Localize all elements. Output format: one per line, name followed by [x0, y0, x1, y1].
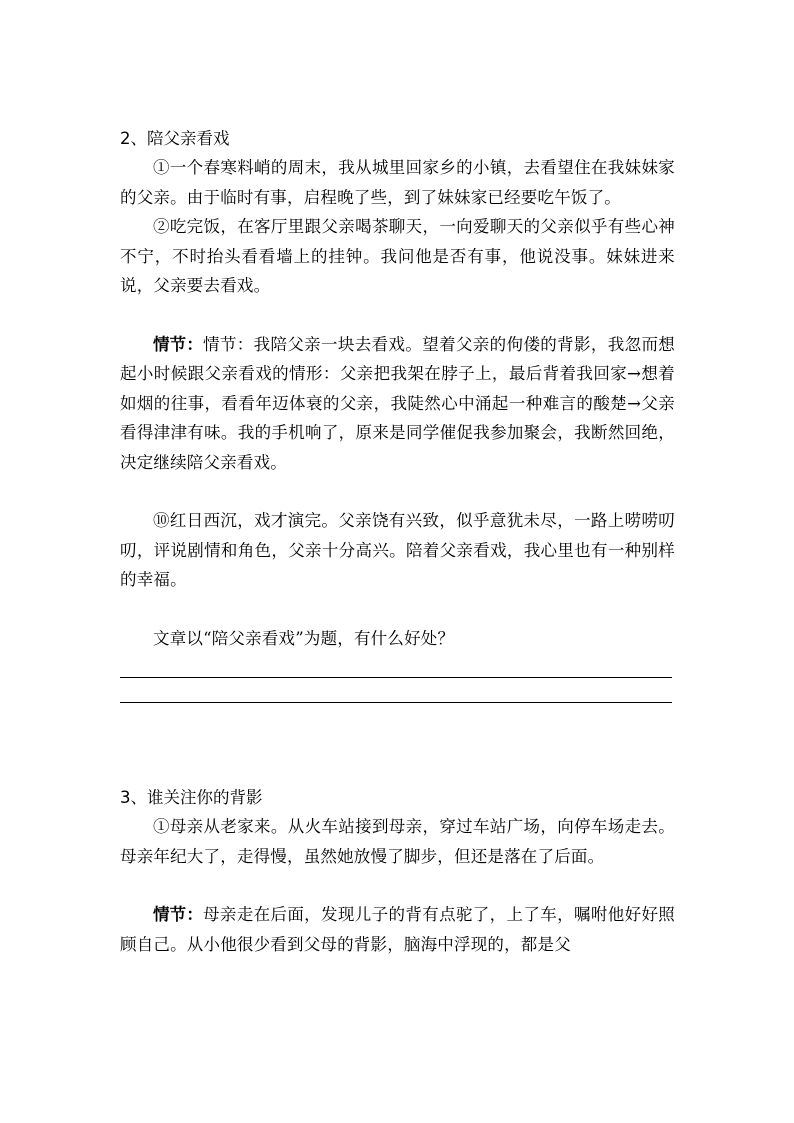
spacer: [120, 301, 675, 330]
section-3-plot-summary: [120, 900, 675, 959]
section-2-paragraph-10: ⑩红日西沉，戏才演完。父亲饶有兴致，似乎意犹未尽，一路上唠唠叨叨，评说剧情和角色，父亲十分高兴。陪着父亲看戏，我心里也有一种别样的幸福。: [120, 511, 675, 589]
section-2-plot-text: 情节：我陪父亲一块去看戏。望着父亲的佝偻的背影，我忽而想起小时候跟父亲看戏的情形：父亲把我架在脖子上，最后背着我回家→想着如烟的往事，看看年迈体衰的父亲，我陡然心中涌起一种难言的酸楚→父亲看得津津有味。我的手机响了，原来是同学催促我参加聚会，我断然回绝，决定继续陪父亲看戏。: [120, 334, 676, 472]
section-2-plot-label: 情节：: [153, 334, 203, 354]
document-content: [120, 124, 675, 959]
answer-line-1[interactable]: [120, 653, 672, 678]
section-2-heading: 2、陪父亲看戏: [120, 129, 230, 148]
section-3-heading: 3、谁关注你的背影: [120, 788, 263, 807]
section-2-question: 文章以“陪父亲看戏”为题，有什么好处？: [153, 628, 455, 648]
section-2-paragraph-1: ①一个春寒料峭的周末，我从城里回家乡的小镇，去看望住在我妹妹家的父亲。由于临时有事，启程晚了些，到了妹妹家已经要吃午饭了。: [120, 158, 675, 207]
section-3-plot-text: 母亲走在后面，发现儿子的背有点驼了，上了车，嘱咐他好好照顾自己。从小他很少看到父母的背影，脑海中浮现的，都是父: [120, 905, 676, 954]
section-3-plot-label: 情节：: [153, 905, 203, 924]
spacer: [120, 477, 675, 506]
answer-line-2[interactable]: [120, 678, 672, 703]
section-3-paragraph-1: ①母亲从老家来。从火车站接到母亲，穿过车站广场，向停车场走去。母亲年纪大了，走得慢，虽然她放慢了脚步，但还是落在了后面。: [120, 817, 675, 866]
section-2-plot-summary: [120, 330, 675, 478]
section-2-paragraph-2: ②吃完饭，在客厅里跟父亲喝茶聊天，一向爱聊天的父亲似乎有些心神不宁，不时抬头看看墙上的挂钟。我问他是否有事，他说没事。妹妹进来说，父亲要去看戏。: [120, 217, 675, 295]
spacer: [120, 703, 675, 783]
spacer: [120, 871, 675, 900]
spacer: [120, 595, 675, 624]
